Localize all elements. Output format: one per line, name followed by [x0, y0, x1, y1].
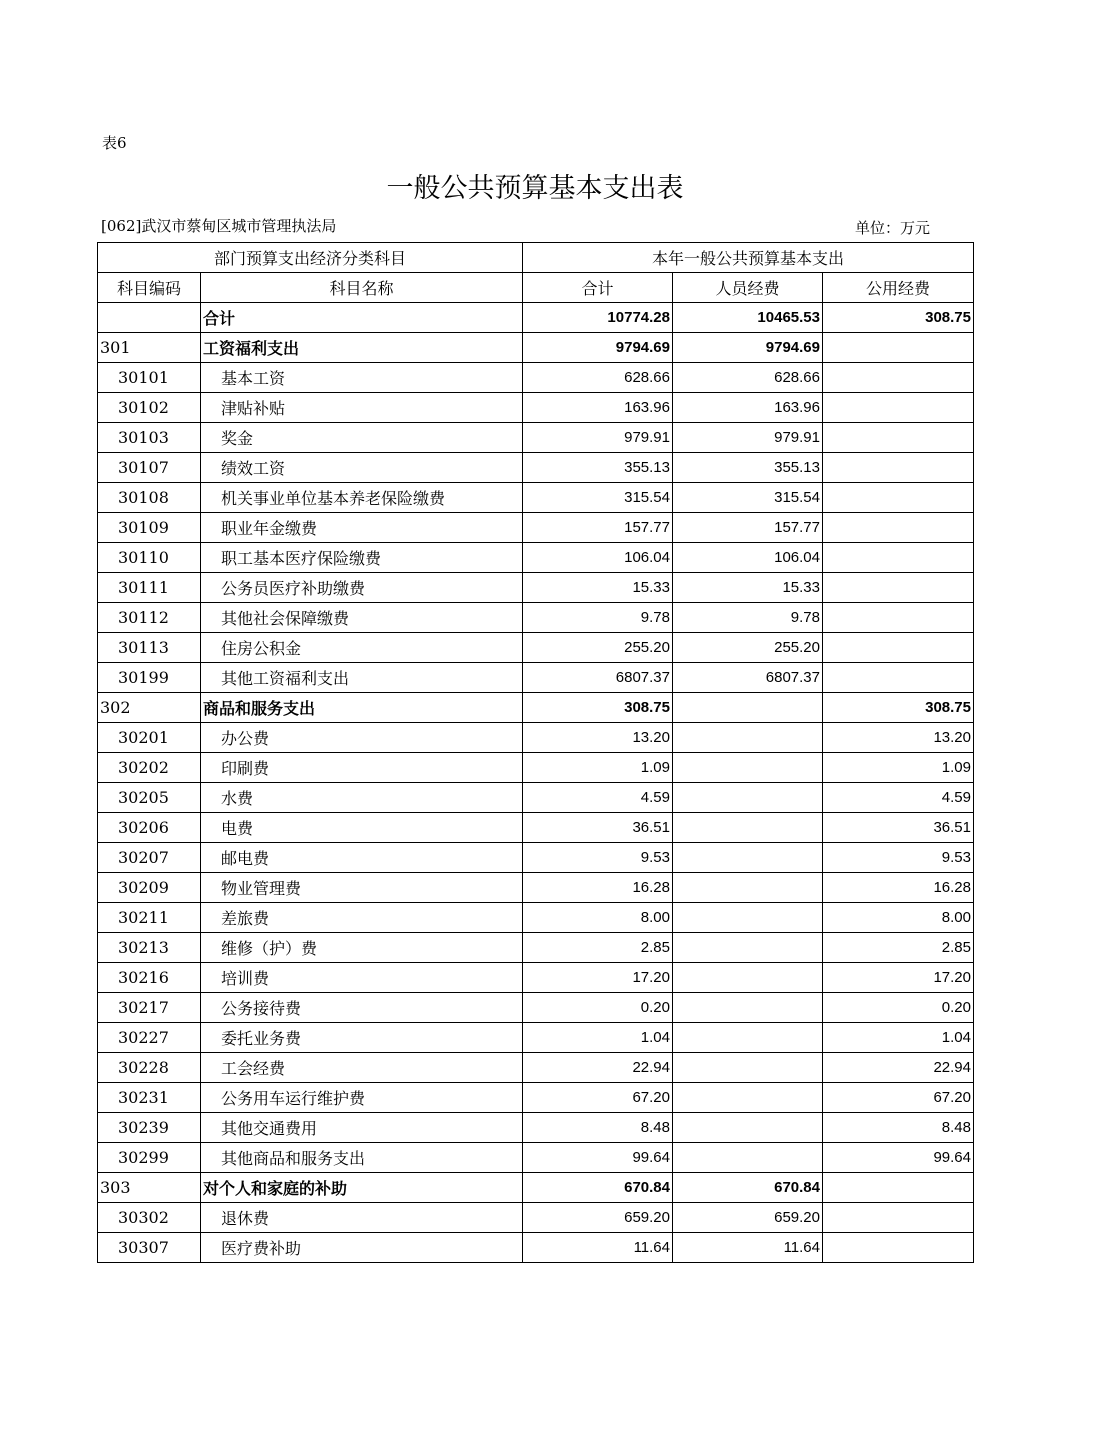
- table-row: [98, 873, 974, 903]
- row-personnel: [673, 723, 823, 753]
- row-code: 30102: [98, 393, 201, 423]
- row-name: 工会经费: [201, 1053, 523, 1083]
- row-public: [823, 453, 974, 483]
- row-personnel: [673, 1023, 823, 1053]
- row-total: 255.20: [523, 633, 673, 663]
- table-row: [98, 573, 974, 603]
- row-personnel: [673, 1053, 823, 1083]
- row-total: 67.20: [523, 1083, 673, 1113]
- row-public: [823, 663, 974, 693]
- row-name: 印刷费: [201, 753, 523, 783]
- row-total: 157.77: [523, 513, 673, 543]
- row-total: 9.53: [523, 843, 673, 873]
- table-row: [98, 933, 974, 963]
- row-total: 979.91: [523, 423, 673, 453]
- row-total: 4.59: [523, 783, 673, 813]
- row-code: 30103: [98, 423, 201, 453]
- table-row: [98, 453, 974, 483]
- row-name: 公务员医疗补助缴费: [201, 573, 523, 603]
- table-row: [98, 1173, 974, 1203]
- row-total: 308.75: [523, 693, 673, 723]
- row-code: 302: [98, 693, 201, 723]
- row-personnel: [673, 963, 823, 993]
- row-public: [823, 543, 974, 573]
- row-public: [823, 1173, 974, 1203]
- row-personnel: 659.20: [673, 1203, 823, 1233]
- row-public: [823, 393, 974, 423]
- row-total: 22.94: [523, 1053, 673, 1083]
- row-public: 308.75: [823, 693, 974, 723]
- table-row: [98, 783, 974, 813]
- row-name: 奖金: [201, 423, 523, 453]
- row-public: 36.51: [823, 813, 974, 843]
- row-total: 16.28: [523, 873, 673, 903]
- row-public: 13.20: [823, 723, 974, 753]
- row-personnel: [673, 843, 823, 873]
- row-code: 30109: [98, 513, 201, 543]
- table-row: [98, 513, 974, 543]
- row-total: 11.64: [523, 1233, 673, 1263]
- row-public: 9.53: [823, 843, 974, 873]
- row-public: 1.09: [823, 753, 974, 783]
- row-code: 303: [98, 1173, 201, 1203]
- row-code: 30209: [98, 873, 201, 903]
- header-public: 公用经费: [823, 273, 974, 303]
- row-name: 水费: [201, 783, 523, 813]
- row-public: 22.94: [823, 1053, 974, 1083]
- row-code: 30302: [98, 1203, 201, 1233]
- department-name: [062]武汉市蔡甸区城市管理执法局: [101, 217, 337, 235]
- row-personnel: [673, 783, 823, 813]
- row-name: 邮电费: [201, 843, 523, 873]
- row-name: 医疗费补助: [201, 1233, 523, 1263]
- table-row: [98, 753, 974, 783]
- table-row: [98, 843, 974, 873]
- table-row: [98, 1203, 974, 1233]
- row-code: 301: [98, 333, 201, 363]
- row-personnel: 15.33: [673, 573, 823, 603]
- row-name: 电费: [201, 813, 523, 843]
- row-personnel: 255.20: [673, 633, 823, 663]
- row-total: 1.09: [523, 753, 673, 783]
- header-row: [98, 273, 974, 303]
- row-public: [823, 1233, 974, 1263]
- row-name: 其他商品和服务支出: [201, 1143, 523, 1173]
- header-classification: 部门预算支出经济分类科目: [98, 243, 523, 273]
- row-total: 163.96: [523, 393, 673, 423]
- row-public: 0.20: [823, 993, 974, 1023]
- table-row: [98, 1083, 974, 1113]
- page-title: 一般公共预算基本支出表: [386, 173, 684, 204]
- row-public: [823, 1203, 974, 1233]
- row-public: [823, 633, 974, 663]
- row-code: 30307: [98, 1233, 201, 1263]
- row-total: 9794.69: [523, 333, 673, 363]
- row-personnel: [673, 873, 823, 903]
- table-row: [98, 963, 974, 993]
- row-personnel: 315.54: [673, 483, 823, 513]
- row-total: 36.51: [523, 813, 673, 843]
- row-name: 职业年金缴费: [201, 513, 523, 543]
- row-personnel: [673, 1083, 823, 1113]
- table-row: [98, 483, 974, 513]
- table-row: [98, 1023, 974, 1053]
- row-code: 30213: [98, 933, 201, 963]
- row-name: 办公费: [201, 723, 523, 753]
- row-personnel: 979.91: [673, 423, 823, 453]
- row-total: 10774.28: [523, 303, 673, 333]
- row-total: 628.66: [523, 363, 673, 393]
- row-name: 对个人和家庭的补助: [201, 1173, 523, 1203]
- row-total: 106.04: [523, 543, 673, 573]
- row-personnel: 163.96: [673, 393, 823, 423]
- row-public: 99.64: [823, 1143, 974, 1173]
- row-code: 30205: [98, 783, 201, 813]
- table-row: [98, 333, 974, 363]
- table-row: [98, 1113, 974, 1143]
- row-code: 30206: [98, 813, 201, 843]
- row-name: 职工基本医疗保险缴费: [201, 543, 523, 573]
- table-row: [98, 633, 974, 663]
- header-group-row: [98, 243, 974, 273]
- row-public: 8.00: [823, 903, 974, 933]
- row-total: 355.13: [523, 453, 673, 483]
- row-personnel: [673, 813, 823, 843]
- row-name: 商品和服务支出: [201, 693, 523, 723]
- row-name: 维修（护）费: [201, 933, 523, 963]
- row-public: 67.20: [823, 1083, 974, 1113]
- row-name: 差旅费: [201, 903, 523, 933]
- row-personnel: 11.64: [673, 1233, 823, 1263]
- row-personnel: 355.13: [673, 453, 823, 483]
- table-row: [98, 693, 974, 723]
- row-code: 30211: [98, 903, 201, 933]
- row-code: 30199: [98, 663, 201, 693]
- row-name: 培训费: [201, 963, 523, 993]
- row-personnel: 670.84: [673, 1173, 823, 1203]
- table-row: [98, 903, 974, 933]
- row-public: [823, 603, 974, 633]
- row-public: 17.20: [823, 963, 974, 993]
- table-row: [98, 423, 974, 453]
- row-name: 其他交通费用: [201, 1113, 523, 1143]
- table-row: [98, 723, 974, 753]
- table-row: [98, 543, 974, 573]
- row-code: 30207: [98, 843, 201, 873]
- table-row: [98, 1053, 974, 1083]
- row-public: [823, 483, 974, 513]
- row-code: 30227: [98, 1023, 201, 1053]
- row-personnel: [673, 753, 823, 783]
- row-public: 2.85: [823, 933, 974, 963]
- table-row: [98, 1233, 974, 1263]
- table-row: [98, 393, 974, 423]
- table-row: [98, 813, 974, 843]
- budget-table: [97, 242, 974, 1263]
- header-personnel: 人员经费: [673, 273, 823, 303]
- row-total: 1.04: [523, 1023, 673, 1053]
- row-personnel: [673, 1113, 823, 1143]
- row-code: 30217: [98, 993, 201, 1023]
- row-personnel: [673, 993, 823, 1023]
- row-code: 30108: [98, 483, 201, 513]
- table-row: [98, 603, 974, 633]
- row-personnel: 10465.53: [673, 303, 823, 333]
- row-name: 委托业务费: [201, 1023, 523, 1053]
- row-total: 13.20: [523, 723, 673, 753]
- row-personnel: 9.78: [673, 603, 823, 633]
- header-code: 科目编码: [98, 273, 201, 303]
- row-personnel: [673, 903, 823, 933]
- row-code: 30239: [98, 1113, 201, 1143]
- row-code: 30202: [98, 753, 201, 783]
- header-total: 合计: [523, 273, 673, 303]
- table-row: [98, 363, 974, 393]
- header-basic-expenditure: 本年一般公共预算基本支出: [523, 243, 974, 273]
- row-name: 住房公积金: [201, 633, 523, 663]
- row-name: 津贴补贴: [201, 393, 523, 423]
- row-total: 659.20: [523, 1203, 673, 1233]
- row-personnel: 9794.69: [673, 333, 823, 363]
- row-name: 绩效工资: [201, 453, 523, 483]
- table-row: [98, 303, 974, 333]
- row-personnel: [673, 693, 823, 723]
- row-name: 机关事业单位基本养老保险缴费: [201, 483, 523, 513]
- row-total: 670.84: [523, 1173, 673, 1203]
- row-code: 30113: [98, 633, 201, 663]
- row-code: 30201: [98, 723, 201, 753]
- table-row: [98, 663, 974, 693]
- row-code: 30111: [98, 573, 201, 603]
- row-code: 30110: [98, 543, 201, 573]
- row-public: 308.75: [823, 303, 974, 333]
- row-name: 工资福利支出: [201, 333, 523, 363]
- row-code: 30228: [98, 1053, 201, 1083]
- row-code: 30216: [98, 963, 201, 993]
- row-personnel: 6807.37: [673, 663, 823, 693]
- row-total: 8.48: [523, 1113, 673, 1143]
- row-personnel: 157.77: [673, 513, 823, 543]
- row-total: 9.78: [523, 603, 673, 633]
- row-name: 其他工资福利支出: [201, 663, 523, 693]
- row-total: 0.20: [523, 993, 673, 1023]
- row-name: 物业管理费: [201, 873, 523, 903]
- table-row: [98, 993, 974, 1023]
- row-total: 17.20: [523, 963, 673, 993]
- row-name: 其他社会保障缴费: [201, 603, 523, 633]
- row-name: 公务用车运行维护费: [201, 1083, 523, 1113]
- row-personnel: 106.04: [673, 543, 823, 573]
- row-public: 4.59: [823, 783, 974, 813]
- row-code: 30112: [98, 603, 201, 633]
- row-code: 30299: [98, 1143, 201, 1173]
- row-personnel: 628.66: [673, 363, 823, 393]
- row-public: 16.28: [823, 873, 974, 903]
- row-name: 合计: [201, 303, 523, 333]
- row-total: 6807.37: [523, 663, 673, 693]
- row-total: 15.33: [523, 573, 673, 603]
- row-total: 99.64: [523, 1143, 673, 1173]
- row-public: [823, 363, 974, 393]
- row-name: 退休费: [201, 1203, 523, 1233]
- row-code: [98, 303, 201, 333]
- row-total: 315.54: [523, 483, 673, 513]
- row-code: 30107: [98, 453, 201, 483]
- row-name: 基本工资: [201, 363, 523, 393]
- row-total: 2.85: [523, 933, 673, 963]
- row-total: 8.00: [523, 903, 673, 933]
- row-name: 公务接待费: [201, 993, 523, 1023]
- row-personnel: [673, 1143, 823, 1173]
- row-public: [823, 333, 974, 363]
- unit-label: 单位：万元: [855, 219, 931, 237]
- row-code: 30231: [98, 1083, 201, 1113]
- row-public: [823, 573, 974, 603]
- row-public: 1.04: [823, 1023, 974, 1053]
- row-code: 30101: [98, 363, 201, 393]
- table-row: [98, 1143, 974, 1173]
- table-number: 表6: [102, 134, 127, 152]
- row-public: [823, 513, 974, 543]
- row-public: 8.48: [823, 1113, 974, 1143]
- row-personnel: [673, 933, 823, 963]
- header-name: 科目名称: [201, 273, 523, 303]
- row-public: [823, 423, 974, 453]
